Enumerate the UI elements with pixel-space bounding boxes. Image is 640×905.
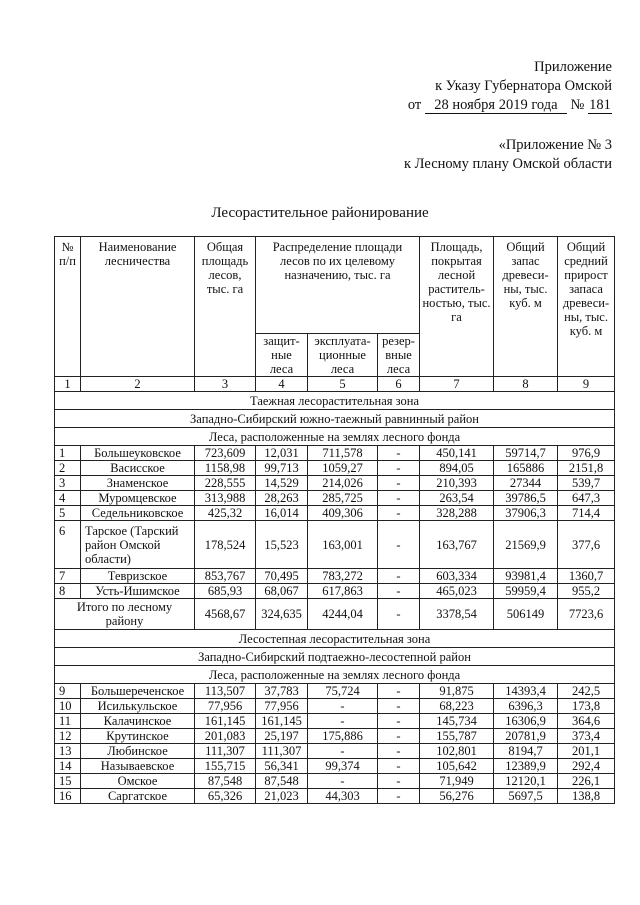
row-growth: 2151,8 [558,461,615,476]
row-protective: 68,067 [256,584,308,599]
document-title: Лесорастительное районирование [211,205,429,221]
row-name: Любинское [81,744,195,759]
row-num: 11 [55,714,81,729]
row-reserve: - [378,461,420,476]
table-row [55,506,615,521]
row-covered: 328,288 [420,506,494,521]
row-num: 9 [55,684,81,699]
table-row [55,744,615,759]
header-line1: Приложение [534,59,612,75]
row-name: Называевское [81,759,195,774]
total-exploitation: 4244,04 [308,599,378,630]
zone-title: Лесостепная лесорастительная зона [55,630,615,648]
row-stock: 37906,3 [494,506,558,521]
header-line2: к Указу Губернатора Омской [435,78,612,94]
row-exploitation: 99,374 [308,759,378,774]
row-name: Калачинское [81,714,195,729]
row-growth: 714,4 [558,506,615,521]
row-num: 3 [55,476,81,491]
header-number: 181 [589,97,611,113]
row-protective: 56,341 [256,759,308,774]
table-row [55,729,615,744]
row-growth: 377,6 [558,521,615,569]
row-area: 65,326 [195,789,256,804]
row-growth: 226,1 [558,774,615,789]
col-header-area: Общая площадь лесов, тыс. га [195,237,256,377]
zone-title: Таежная лесорастительная зона [55,392,615,410]
row-covered: 263,54 [420,491,494,506]
row-name: Исилькульское [81,699,195,714]
col-number: 8 [494,377,558,392]
row-area: 87,548 [195,774,256,789]
row-area: 77,956 [195,699,256,714]
fund-title: Леса, расположенные на землях лесного фонда [55,428,615,446]
row-exploitation: 711,578 [308,446,378,461]
row-reserve: - [378,521,420,569]
row-stock: 27344 [494,476,558,491]
row-stock: 6396,3 [494,699,558,714]
row-num: 13 [55,744,81,759]
row-area: 228,555 [195,476,256,491]
total-area: 4568,67 [195,599,256,630]
appendix-header [404,136,612,174]
row-name: Усть-Ишимское [81,584,195,599]
col-header-distribution: Распределение площади лесов по их целевому назначению, тыс. га [256,237,420,334]
header-date-line [408,96,612,115]
fund-title: Леса, расположенные на землях лесного фонда [55,666,615,684]
row-num: 10 [55,699,81,714]
row-covered: 71,949 [420,774,494,789]
row-protective: 12,031 [256,446,308,461]
row-reserve: - [378,729,420,744]
row-protective: 14,529 [256,476,308,491]
row-stock: 21569,9 [494,521,558,569]
col-number: 5 [308,377,378,392]
row-stock: 20781,9 [494,729,558,744]
row-protective: 99,713 [256,461,308,476]
row-area: 723,609 [195,446,256,461]
row-stock: 93981,4 [494,569,558,584]
row-exploitation: 163,001 [308,521,378,569]
row-exploitation: 175,886 [308,729,378,744]
row-area: 1158,98 [195,461,256,476]
row-exploitation: 617,863 [308,584,378,599]
row-protective: 15,523 [256,521,308,569]
row-area: 425,32 [195,506,256,521]
row-reserve: - [378,476,420,491]
row-growth: 364,6 [558,714,615,729]
row-num: 5 [55,506,81,521]
row-covered: 210,393 [420,476,494,491]
table-row [55,699,615,714]
table-row [55,714,615,729]
row-exploitation: 285,725 [308,491,378,506]
row-growth: 292,4 [558,759,615,774]
zone1-total-section [55,599,615,630]
total-growth: 7723,6 [558,599,615,630]
col-number: 3 [195,377,256,392]
row-protective: 70,495 [256,569,308,584]
row-area: 155,715 [195,759,256,774]
table-row [55,759,615,774]
col-header-stock: Общий запас древеси-ны, тыс. куб. м [494,237,558,377]
row-growth: 1360,7 [558,569,615,584]
row-name: Большеуковское [81,446,195,461]
table-row [55,774,615,789]
row-covered: 450,141 [420,446,494,461]
row-protective: 16,014 [256,506,308,521]
total-label: Итого по лесному району [55,599,195,630]
table-row [55,789,615,804]
row-protective: 21,023 [256,789,308,804]
row-name: Седельниковское [81,506,195,521]
row-exploitation: - [308,774,378,789]
row-stock: 165886 [494,461,558,476]
row-reserve: - [378,506,420,521]
appendix-line: «Приложение № 3 [498,137,612,153]
row-num: 12 [55,729,81,744]
row-covered: 465,023 [420,584,494,599]
row-growth: 373,4 [558,729,615,744]
fund-row [55,666,615,684]
row-exploitation: 75,724 [308,684,378,699]
row-growth: 976,9 [558,446,615,461]
row-exploitation: 214,026 [308,476,378,491]
row-covered: 163,767 [420,521,494,569]
row-area: 853,767 [195,569,256,584]
row-protective: 111,307 [256,744,308,759]
row-stock: 14393,4 [494,684,558,699]
col-header-exploitation: эксплуата-ционные леса [308,334,378,377]
fund-row [55,428,615,446]
table-header-row [55,237,615,334]
row-exploitation: 783,272 [308,569,378,584]
table-row [55,446,615,461]
row-covered: 91,875 [420,684,494,699]
row-protective: 25,197 [256,729,308,744]
row-area: 161,145 [195,714,256,729]
row-stock: 12389,9 [494,759,558,774]
row-num: 14 [55,759,81,774]
region-row [55,648,615,666]
row-reserve: - [378,774,420,789]
col-number: 4 [256,377,308,392]
row-area: 313,988 [195,491,256,506]
row-covered: 68,223 [420,699,494,714]
row-num: 15 [55,774,81,789]
row-name: Омское [81,774,195,789]
decree-header [408,58,612,115]
row-exploitation: - [308,714,378,729]
row-exploitation: 44,303 [308,789,378,804]
row-covered: 102,801 [420,744,494,759]
region-title: Западно-Сибирский южно-таежный равнинный район [55,410,615,428]
col-number: 6 [378,377,420,392]
row-protective: 161,145 [256,714,308,729]
region-title: Западно-Сибирский подтаежно-лесостепной район [55,648,615,666]
col-number: 7 [420,377,494,392]
col-number: 1 [55,377,81,392]
row-reserve: - [378,714,420,729]
total-covered: 3378,54 [420,599,494,630]
total-reserve: - [378,599,420,630]
plan-line: к Лесному плану Омской области [404,156,612,172]
row-stock: 59714,7 [494,446,558,461]
row-reserve: - [378,744,420,759]
row-reserve: - [378,584,420,599]
row-num: 16 [55,789,81,804]
total-stock: 506149 [494,599,558,630]
col-header-protective: защит-ные леса [256,334,308,377]
row-num: 7 [55,569,81,584]
table-row [55,569,615,584]
row-area: 685,93 [195,584,256,599]
row-covered: 894,05 [420,461,494,476]
row-growth: 539,7 [558,476,615,491]
row-stock: 5697,5 [494,789,558,804]
row-num: 2 [55,461,81,476]
row-stock: 12120,1 [494,774,558,789]
row-growth: 138,8 [558,789,615,804]
row-stock: 59959,4 [494,584,558,599]
col-header-covered: Площадь, покрытая лесной раститель-ностью, тыс. га [420,237,494,377]
row-name: Тевризское [81,569,195,584]
row-reserve: - [378,446,420,461]
row-protective: 77,956 [256,699,308,714]
row-stock: 16306,9 [494,714,558,729]
row-name: Знаменское [81,476,195,491]
row-num: 6 [55,521,81,569]
header-number-label: № [570,97,585,113]
col-number: 9 [558,377,615,392]
row-num: 4 [55,491,81,506]
total-row [55,599,615,630]
row-protective: 37,783 [256,684,308,699]
row-exploitation: - [308,699,378,714]
row-name: Большереченское [81,684,195,699]
row-num: 1 [55,446,81,461]
col-header-num: № п/п [55,237,81,377]
row-num: 8 [55,584,81,599]
zone-row [55,630,615,648]
row-protective: 87,548 [256,774,308,789]
row-protective: 28,263 [256,491,308,506]
row-reserve: - [378,569,420,584]
total-protective: 324,635 [256,599,308,630]
row-reserve: - [378,491,420,506]
zone2-section [55,630,615,804]
row-stock: 8194,7 [494,744,558,759]
header-date: 28 ноября 2019 года [425,97,567,114]
row-reserve: - [378,684,420,699]
row-covered: 603,334 [420,569,494,584]
region-row [55,410,615,428]
row-covered: 105,642 [420,759,494,774]
forest-zoning-table [54,236,615,804]
col-header-name: Наименование лесничества [81,237,195,377]
table-row [55,491,615,506]
row-area: 113,507 [195,684,256,699]
table-row [55,584,615,599]
row-exploitation: 1059,27 [308,461,378,476]
row-growth: 242,5 [558,684,615,699]
row-covered: 155,787 [420,729,494,744]
col-header-reserve: резер-вные леса [378,334,420,377]
table-row [55,684,615,699]
col-header-growth: Общий средний прирост запаса древеси-ны, тыс. куб. м [558,237,615,377]
row-reserve: - [378,759,420,774]
zone-row [55,392,615,410]
row-area: 111,307 [195,744,256,759]
table-row [55,461,615,476]
col-number: 2 [81,377,195,392]
row-exploitation: - [308,744,378,759]
row-growth: 955,2 [558,584,615,599]
row-reserve: - [378,789,420,804]
row-area: 178,524 [195,521,256,569]
row-covered: 56,276 [420,789,494,804]
header-from-label: от [407,97,422,113]
row-growth: 173,8 [558,699,615,714]
row-name: Васисское [81,461,195,476]
row-exploitation: 409,306 [308,506,378,521]
table-row [55,521,615,569]
row-growth: 647,3 [558,491,615,506]
row-reserve: - [378,699,420,714]
zone1-section [55,392,615,599]
column-number-row [55,377,615,392]
row-area: 201,083 [195,729,256,744]
row-growth: 201,1 [558,744,615,759]
row-stock: 39786,5 [494,491,558,506]
table-row [55,476,615,491]
row-name: Саргатское [81,789,195,804]
row-name: Крутинское [81,729,195,744]
row-covered: 145,734 [420,714,494,729]
row-name: Муромцевское [81,491,195,506]
row-name: Тарское (Тарский район Омской области) [81,521,195,569]
